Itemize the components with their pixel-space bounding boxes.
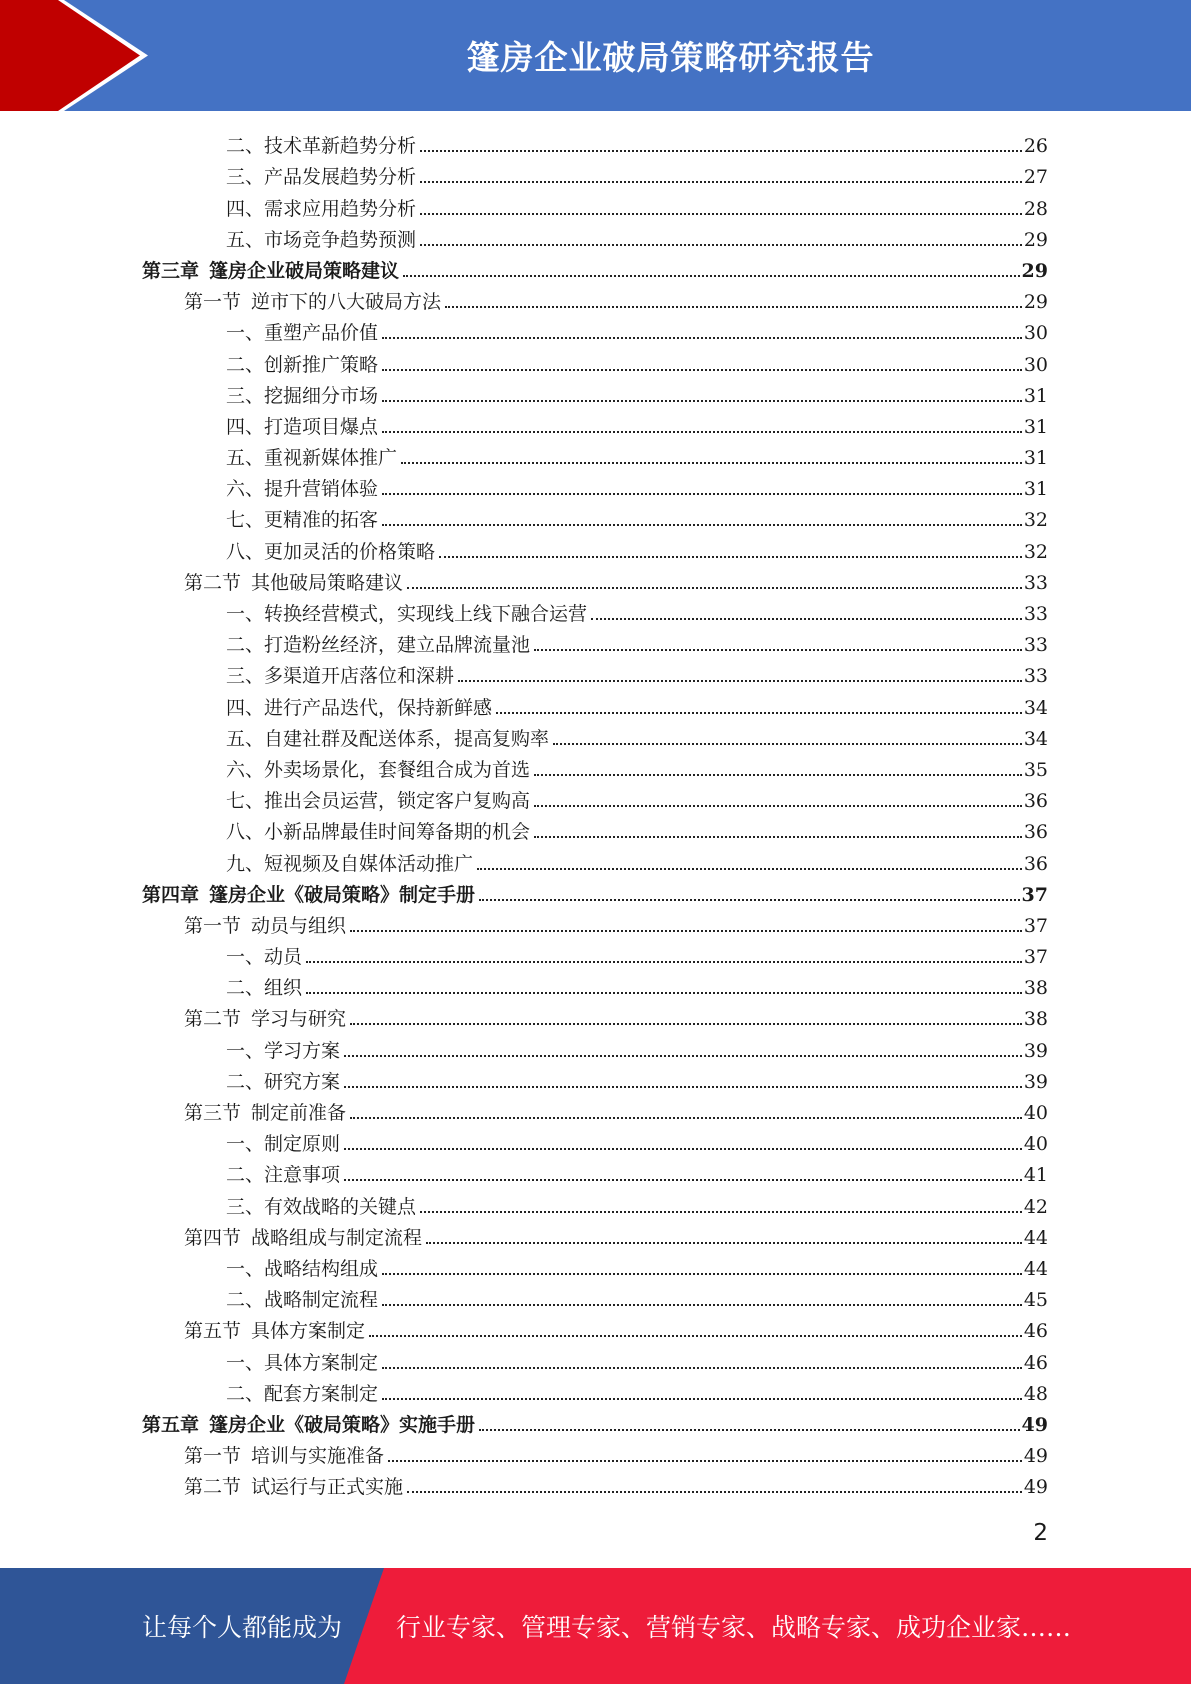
toc-page-number: 49 [1023, 1476, 1048, 1499]
toc-entry-text: 小新品牌最佳时间筹备期的机会 [264, 821, 531, 844]
toc-entry-text: 逆市下的八大破局方法 [251, 291, 442, 314]
toc-entry-title [226, 321, 382, 345]
toc-entry-text: 打造粉丝经济，建立品牌流量池 [264, 634, 531, 657]
toc-entry-number: 一、 [226, 1257, 265, 1280]
toc-entry-text: 具体方案制定 [251, 1320, 366, 1343]
toc-entry-title [226, 446, 401, 470]
toc-entry-number: 六、 [226, 478, 265, 501]
dot-leader [458, 680, 1022, 682]
toc-entry-title [226, 540, 439, 564]
toc-entry-title [184, 1475, 407, 1499]
toc-page-number: 39 [1023, 1039, 1048, 1062]
page-number: 2 [1033, 1520, 1048, 1546]
toc-entry-number: 第一节 [184, 291, 242, 314]
toc-entry-text: 战略制定流程 [264, 1289, 379, 1312]
toc-entry-title [226, 353, 382, 377]
toc-entry-text: 学习与研究 [251, 1008, 347, 1031]
toc-entry-item[interactable] [0, 844, 1191, 875]
toc-page-number: 29 [1023, 291, 1048, 314]
toc-entry-text: 有效战略的关键点 [264, 1195, 417, 1218]
toc-entry-number: 第二节 [184, 1008, 242, 1031]
toc-page-number: 41 [1023, 1164, 1048, 1187]
dot-leader [479, 899, 1020, 901]
toc-entry-title [226, 976, 306, 1000]
toc-entry-text: 推出会员运营，锁定客户复购高 [264, 790, 531, 813]
toc-entry-item[interactable] [0, 1187, 1191, 1218]
toc-entry-text: 产品发展趋势分析 [264, 166, 417, 189]
toc-entry-number: 八、 [226, 540, 265, 563]
toc-entry-title [184, 1226, 426, 1250]
toc-entry-text: 篷房企业破局策略建议 [209, 259, 400, 282]
toc-entry-title [226, 134, 420, 158]
dot-leader [403, 275, 1020, 277]
dot-leader [350, 1023, 1022, 1025]
toc-entry-number: 第五节 [184, 1320, 242, 1343]
toc-page-number: 35 [1023, 758, 1048, 781]
toc-entry-number: 一、 [226, 946, 265, 969]
toc-entry-title [226, 1288, 382, 1312]
toc-entry-title [226, 197, 420, 221]
dot-leader [534, 805, 1022, 807]
toc-entry-item[interactable] [0, 377, 1191, 408]
toc-entry-text: 研究方案 [264, 1070, 341, 1093]
toc-page-number: 30 [1023, 322, 1048, 345]
toc-entry-title [226, 1132, 344, 1156]
toc-entry-number: 四、 [226, 415, 265, 438]
dot-leader [382, 493, 1022, 495]
toc-entry-title [226, 633, 534, 657]
toc-entry-number: 二、 [226, 1164, 265, 1187]
toc-entry-item[interactable] [0, 688, 1191, 719]
toc-entry-text: 试运行与正式实施 [251, 1476, 404, 1499]
toc-entry-chapter[interactable] [0, 252, 1191, 283]
dot-leader [534, 774, 1022, 776]
toc-entry-item[interactable] [0, 470, 1191, 501]
toc-page-number: 44 [1023, 1257, 1048, 1280]
toc-entry-title [226, 664, 458, 688]
toc-entry-number: 二、 [226, 353, 265, 376]
toc-page-number: 37 [1023, 914, 1048, 937]
toc-entry-item[interactable] [0, 720, 1191, 751]
toc-entry-text: 更精准的拓客 [264, 509, 379, 532]
dot-leader [401, 462, 1022, 464]
toc-page-number: 31 [1023, 478, 1048, 501]
toc-entry-number: 五、 [226, 447, 265, 470]
toc-entry-number: 九、 [226, 852, 265, 875]
dot-leader [407, 1491, 1022, 1493]
toc-entry-text: 制定原则 [264, 1133, 341, 1156]
toc-entry-title [184, 1319, 369, 1343]
toc-entry-section[interactable] [0, 1000, 1191, 1031]
toc-entry-text: 注意事项 [264, 1164, 341, 1187]
toc-entry-number: 二、 [226, 1289, 265, 1312]
toc-entry-title [226, 789, 534, 813]
toc-entry-number: 七、 [226, 790, 265, 813]
toc-entry-title [142, 883, 479, 907]
toc-entry-chapter[interactable] [0, 876, 1191, 907]
toc-entry-number: 第二节 [184, 571, 242, 594]
toc-entry-item[interactable] [0, 1281, 1191, 1312]
toc-entry-title [226, 415, 382, 439]
toc-entry-item[interactable] [0, 626, 1191, 657]
toc-entry-text: 配套方案制定 [264, 1382, 379, 1405]
dot-leader [420, 181, 1022, 183]
toc-entry-item[interactable] [0, 189, 1191, 220]
toc-entry-section[interactable] [0, 1094, 1191, 1125]
toc-entry-item[interactable] [0, 938, 1191, 969]
dot-leader [382, 524, 1022, 526]
page-footer [0, 1568, 1191, 1684]
dot-leader [420, 213, 1022, 215]
dot-leader [426, 1242, 1022, 1244]
toc-page-number: 40 [1023, 1133, 1048, 1156]
toc-entry-item[interactable] [0, 1250, 1191, 1281]
toc-entry-number: 二、 [226, 634, 265, 657]
toc-entry-title [226, 165, 420, 189]
toc-entry-item[interactable] [0, 813, 1191, 844]
toc-entry-number: 四、 [226, 197, 265, 220]
toc-entry-item[interactable] [0, 1031, 1191, 1062]
toc-entry-item[interactable] [0, 158, 1191, 189]
toc-entry-item[interactable] [0, 221, 1191, 252]
dot-leader [369, 1335, 1022, 1337]
toc-entry-title [226, 228, 420, 252]
toc-page-number: 32 [1023, 540, 1048, 563]
toc-entry-item[interactable] [0, 408, 1191, 439]
toc-entry-text: 学习方案 [264, 1039, 341, 1062]
footer-slogan-right: 行业专家、管理专家、营销专家、战略专家、成功企业家…… [396, 1613, 1072, 1642]
toc-entry-number: 一、 [226, 603, 265, 625]
toc-entry-number: 第三章 [142, 259, 200, 282]
toc-entry-title [226, 1039, 344, 1063]
toc-entry-number: 三、 [226, 384, 265, 407]
toc-entry-number: 第三节 [184, 1102, 242, 1124]
toc-page-number: 37 [1021, 883, 1048, 906]
dot-leader [382, 1273, 1022, 1275]
toc-entry-text: 进行产品迭代，保持新鲜感 [264, 696, 493, 719]
toc-entry-title [184, 571, 407, 595]
toc-entry-item[interactable] [0, 1063, 1191, 1094]
dot-leader [350, 930, 1022, 932]
toc-page-number: 42 [1023, 1195, 1048, 1218]
dot-leader [407, 587, 1022, 589]
toc-entry-number: 一、 [226, 322, 265, 345]
dot-leader [534, 649, 1022, 651]
toc-entry-text: 短视频及自媒体活动推广 [264, 852, 474, 875]
toc-page-number: 28 [1023, 197, 1048, 220]
dot-leader [477, 868, 1022, 870]
toc-entry-title [226, 1070, 344, 1094]
toc-entry-section[interactable] [0, 1312, 1191, 1343]
dot-leader [382, 1304, 1022, 1306]
toc-entry-title [226, 384, 382, 408]
toc-page-number: 34 [1023, 727, 1048, 750]
toc-entry-item[interactable] [0, 501, 1191, 532]
dot-leader [420, 150, 1022, 152]
toc-entry-number: 一、 [226, 1351, 265, 1374]
dot-leader [382, 337, 1022, 339]
toc-page-number: 30 [1023, 353, 1048, 376]
toc-entry-number: 二、 [226, 1070, 265, 1093]
toc-entry-text: 提升营销体验 [264, 478, 379, 501]
dot-leader [382, 1367, 1022, 1369]
toc-entry-title [226, 727, 553, 751]
dot-leader [382, 369, 1022, 371]
toc-entry-text: 市场竞争趋势预测 [264, 228, 417, 251]
toc-page-number: 49 [1023, 1445, 1048, 1468]
toc-page-number: 33 [1023, 634, 1048, 657]
dot-leader [382, 1398, 1022, 1400]
toc-entry-text: 外卖场景化，套餐组合成为首选 [264, 758, 531, 781]
toc-entry-text: 具体方案制定 [264, 1351, 379, 1374]
toc-entry-item[interactable] [0, 782, 1191, 813]
dot-leader [350, 1117, 1022, 1119]
dot-leader [306, 992, 1022, 994]
toc-entry-title [226, 1163, 344, 1187]
dot-leader [344, 1179, 1022, 1181]
dot-leader [344, 1086, 1022, 1088]
toc-entry-title [226, 1195, 420, 1219]
toc-page-number: 44 [1023, 1226, 1048, 1249]
toc-entry-number: 六、 [226, 758, 265, 781]
toc-entry-title [226, 852, 477, 876]
toc-entry-number: 第五章 [142, 1413, 200, 1436]
toc-entry-text: 动员与组织 [251, 914, 347, 937]
toc-page-number: 26 [1023, 135, 1048, 158]
toc-page-number: 46 [1023, 1351, 1048, 1374]
toc-entry-item[interactable] [0, 595, 1191, 626]
toc-entry-item[interactable] [0, 657, 1191, 688]
table-of-contents [0, 127, 1191, 1499]
toc-entry-text: 重塑产品价值 [264, 322, 379, 345]
toc-page-number: 38 [1023, 977, 1048, 1000]
toc-entry-title [226, 508, 382, 532]
toc-entry-title [226, 758, 534, 782]
toc-entry-number: 第四章 [142, 883, 200, 906]
toc-entry-title [184, 1444, 388, 1468]
toc-entry-text: 创新推广策略 [264, 353, 379, 376]
toc-page-number: 32 [1023, 509, 1048, 532]
dot-leader [382, 400, 1022, 402]
toc-entry-item[interactable] [0, 314, 1191, 345]
toc-entry-text: 篷房企业《破局策略》制定手册 [209, 883, 476, 906]
toc-entry-number: 八、 [226, 821, 265, 844]
toc-entry-text: 组织 [264, 977, 303, 1000]
toc-entry-title [226, 1257, 382, 1281]
toc-entry-section[interactable] [0, 907, 1191, 938]
toc-entry-number: 二、 [226, 1382, 265, 1405]
toc-entry-chapter[interactable] [0, 1406, 1191, 1437]
toc-entry-item[interactable] [0, 1343, 1191, 1374]
dot-leader [420, 244, 1022, 246]
dot-leader [306, 961, 1022, 963]
toc-entry-title [226, 1382, 382, 1406]
toc-page-number: 27 [1023, 166, 1048, 189]
toc-entry-number: 三、 [226, 1195, 265, 1218]
toc-entry-title [226, 477, 382, 501]
document-title: 篷房企业破局策略研究报告 [466, 38, 875, 77]
toc-entry-text: 需求应用趋势分析 [264, 197, 417, 220]
toc-page-number: 40 [1023, 1102, 1048, 1124]
toc-entry-item[interactable] [0, 532, 1191, 563]
toc-page-number: 29 [1021, 259, 1048, 282]
toc-page-number: 37 [1023, 946, 1048, 969]
toc-entry-number: 一、 [226, 1133, 265, 1156]
toc-entry-text: 其他破局策略建议 [251, 571, 404, 594]
toc-page-number: 45 [1023, 1289, 1048, 1312]
dot-leader [344, 1055, 1022, 1057]
toc-page-number: 49 [1021, 1413, 1048, 1436]
toc-entry-title [184, 1007, 350, 1031]
toc-entry-text: 重视新媒体推广 [264, 447, 398, 470]
toc-page-number: 36 [1023, 821, 1048, 844]
dot-leader [388, 1460, 1022, 1462]
dot-leader [439, 556, 1022, 558]
toc-entry-number: 第四节 [184, 1226, 242, 1249]
toc-page-number: 31 [1023, 447, 1048, 470]
dot-leader [344, 1148, 1022, 1150]
toc-entry-section[interactable] [0, 1437, 1191, 1468]
toc-entry-number: 七、 [226, 509, 265, 532]
toc-entry-title [184, 290, 445, 314]
toc-entry-number: 二、 [226, 977, 265, 1000]
toc-entry-title [226, 696, 496, 720]
toc-entry-item[interactable] [0, 751, 1191, 782]
toc-entry-item[interactable] [0, 1125, 1191, 1156]
toc-entry-number: 二、 [226, 135, 265, 158]
toc-entry-section[interactable] [0, 564, 1191, 595]
toc-entry-number: 三、 [226, 166, 265, 189]
dot-leader [479, 1429, 1020, 1431]
toc-entry-item[interactable] [0, 127, 1191, 158]
footer-slogan-left: 让每个人都能成为 [142, 1613, 343, 1642]
toc-entry-section[interactable] [0, 1219, 1191, 1250]
dot-leader [496, 712, 1022, 714]
toc-page-number: 46 [1023, 1320, 1048, 1343]
toc-entry-item[interactable] [0, 439, 1191, 470]
toc-page-number: 39 [1023, 1070, 1048, 1093]
toc-page-number: 31 [1023, 415, 1048, 438]
dot-leader [591, 618, 1022, 620]
dot-leader [420, 1211, 1022, 1213]
toc-entry-number: 五、 [226, 228, 265, 251]
toc-entry-text: 自建社群及配送体系，提高复购率 [264, 727, 550, 750]
toc-entry-section[interactable] [0, 283, 1191, 314]
toc-entry-title [226, 820, 534, 844]
toc-entry-number: 五、 [226, 727, 265, 750]
toc-entry-item[interactable] [0, 345, 1191, 376]
toc-entry-text: 多渠道开店落位和深耕 [264, 665, 455, 688]
toc-entry-title [142, 259, 403, 283]
toc-entry-number: 第二节 [184, 1476, 242, 1499]
toc-entry-number: 四、 [226, 696, 265, 719]
dot-leader [534, 836, 1022, 838]
toc-entry-title [184, 1101, 350, 1125]
toc-page-number: 33 [1023, 571, 1048, 594]
toc-page-number: 38 [1023, 1008, 1048, 1031]
toc-entry-text: 技术革新趋势分析 [264, 135, 417, 158]
toc-entry-title [226, 602, 591, 626]
dot-leader [553, 743, 1022, 745]
toc-entry-text: 战略组成与制定流程 [251, 1226, 423, 1249]
toc-page-number: 33 [1023, 665, 1048, 688]
chevron-icon [0, 0, 160, 111]
toc-entry-number: 第一节 [184, 914, 242, 937]
toc-entry-text: 更加灵活的价格策略 [264, 540, 436, 563]
toc-entry-text: 培训与实施准备 [251, 1445, 385, 1468]
toc-entry-text: 打造项目爆点 [264, 415, 379, 438]
toc-entry-text: 转换经营模式，实现线上线下融合运营 [264, 603, 588, 625]
toc-entry-title [226, 945, 306, 969]
toc-entry-section[interactable] [0, 1468, 1191, 1499]
toc-entry-text: 制定前准备 [251, 1102, 347, 1124]
toc-entry-text: 挖掘细分市场 [264, 384, 379, 407]
toc-page-number: 48 [1023, 1382, 1048, 1405]
dot-leader [445, 306, 1022, 308]
toc-entry-title [142, 1413, 479, 1437]
toc-entry-item[interactable] [0, 1156, 1191, 1187]
toc-page-number: 29 [1023, 228, 1048, 251]
dot-leader [382, 431, 1022, 433]
toc-entry-text: 动员 [264, 946, 303, 969]
toc-page-number: 36 [1023, 852, 1048, 875]
toc-entry-text: 篷房企业《破局策略》实施手册 [209, 1413, 476, 1436]
toc-entry-title [226, 1351, 382, 1375]
toc-page-number: 33 [1023, 603, 1048, 625]
toc-page-number: 36 [1023, 790, 1048, 813]
toc-entry-number: 一、 [226, 1039, 265, 1062]
toc-entry-item[interactable] [0, 1375, 1191, 1406]
toc-entry-number: 第一节 [184, 1445, 242, 1468]
toc-entry-title [184, 914, 350, 938]
toc-page-number: 31 [1023, 384, 1048, 407]
toc-entry-number: 三、 [226, 665, 265, 688]
toc-entry-text: 战略结构组成 [264, 1257, 379, 1280]
toc-entry-item[interactable] [0, 969, 1191, 1000]
page-header [0, 0, 1191, 111]
toc-page-number: 34 [1023, 696, 1048, 719]
